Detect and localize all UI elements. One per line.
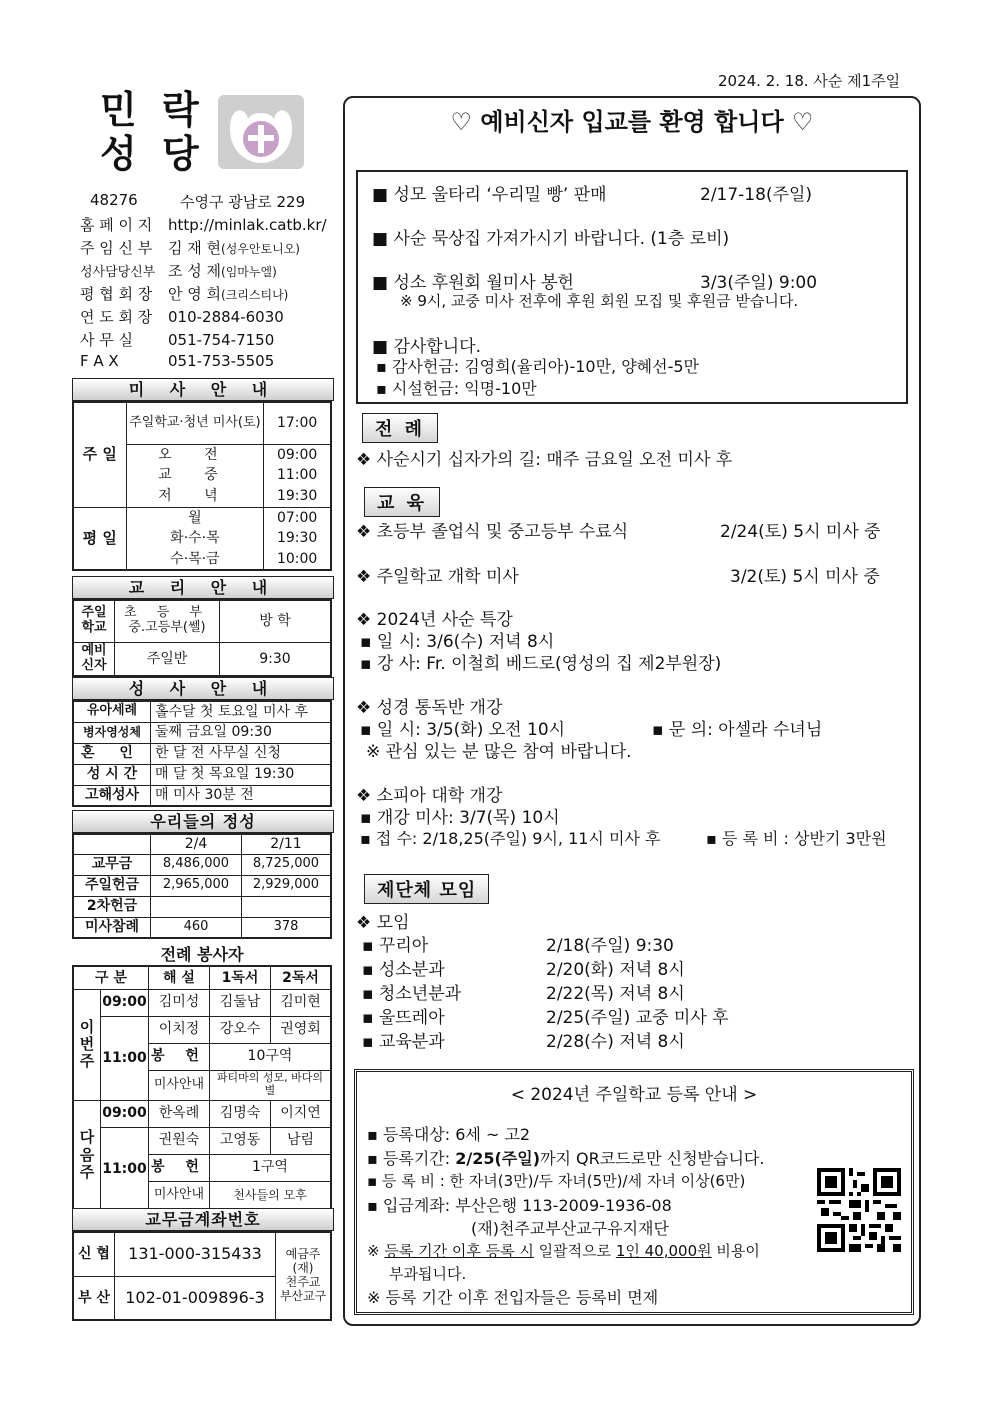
server-name: 권영회 — [270, 1016, 331, 1043]
education-sub: ▪ 일 시: 3/6(수) 저녁 8시 — [360, 632, 555, 652]
homepage-link[interactable]: http://minlak.catb.kr/ — [168, 216, 327, 234]
parish-logo — [218, 95, 304, 169]
info-label: F A X — [80, 352, 119, 370]
servers-time: 09:00 — [101, 989, 149, 1016]
offering-value: 8,725,000 — [242, 854, 332, 875]
sacrament-table — [72, 700, 332, 807]
group-when: 2/20(화) 저녁 8시 — [546, 960, 685, 980]
offertory-label: 봉 헌 — [148, 1043, 209, 1070]
group-when: 2/18(주일) 9:30 — [546, 936, 674, 956]
offering-col: 2/11 — [242, 834, 332, 854]
sacrament-value: 매 미사 30분 전 — [151, 785, 332, 806]
notice-item: ■ 사순 묵상집 가져가시기 바랍니다. (1층 로비) — [372, 229, 730, 249]
sunday-label: 주 일 — [73, 402, 126, 507]
guide-label: 미사안내 — [148, 1070, 209, 1100]
offertory-value: 10구역 — [209, 1043, 331, 1070]
servers-head: 1독서 — [209, 966, 270, 989]
sacrament-label: 병자영성체 — [73, 722, 151, 743]
school-title: < 2024년 주일학교 등록 안내 > — [510, 1085, 758, 1105]
info-value: 010-2884-6030 — [168, 308, 284, 326]
school-text: ▪ 등록기간: — [367, 1149, 456, 1168]
doctrine-time: 방 학 — [220, 600, 332, 642]
sacrament-value: 한 달 전 사무실 신청 — [151, 743, 332, 764]
group-name: ▪ 울뜨레아 — [362, 1008, 445, 1028]
group-name: ▪ 꾸리아 — [362, 936, 429, 956]
info-value: 조 성 제 — [168, 262, 222, 280]
offering-value: 378 — [242, 917, 332, 938]
school-text: ※ — [367, 1242, 385, 1260]
bank-name: 신 협 — [73, 1232, 115, 1276]
info-label: 홈 페 이 지 — [80, 216, 153, 234]
school-line: (재)천주교부산교구유지재단 — [471, 1219, 669, 1238]
mass-name: 오 전 — [126, 444, 264, 465]
sacrament-label: 성 시 간 — [73, 764, 151, 785]
server-name: 권원숙 — [148, 1127, 209, 1154]
education-sub: ▪ 접 수: 2/18,25(주일) 9시, 11시 미사 후 — [360, 829, 661, 848]
doctrine-label: 주일 학교 — [73, 600, 115, 642]
mass-time: 19:30 — [264, 528, 331, 549]
group-when: 2/25(주일) 교중 미사 후 — [546, 1008, 729, 1028]
account-number: 102-01-009896-3 — [115, 1276, 276, 1320]
group-when: 2/28(수) 저녁 8시 — [546, 1032, 685, 1052]
education-item: ❖ 2024년 사순 특강 — [356, 610, 513, 630]
groups-label: 제단체 모임 — [364, 874, 489, 904]
parish-name-line1: 민 락 — [100, 88, 205, 132]
notice-date: 3/3(주일) 9:00 — [700, 273, 818, 293]
server-name: 김둘남 — [209, 989, 270, 1016]
offering-col: 2/4 — [151, 834, 242, 854]
info-label: 성사담당신부 — [80, 265, 156, 280]
education-item: ❖ 초등부 졸업식 및 중고등부 수료식 — [356, 522, 629, 542]
sacrament-value: 홀수달 첫 토요일 미사 후 — [151, 701, 332, 722]
education-date: 2/24(토) 5시 미사 중 — [720, 522, 881, 542]
education-sub: ※ 관심 있는 분 많은 참여 바랍니다. — [366, 742, 632, 762]
parish-name-line2: 성 당 — [100, 132, 205, 176]
sacrament-value: 둘째 금요일 09:30 — [151, 722, 332, 743]
sacrament-label: 혼 인 — [73, 743, 151, 764]
education-sub: ▪ 강 사: Fr. 이철희 베드로(영성의 집 제2부원장) — [360, 654, 722, 674]
offertory-value: 1구역 — [209, 1154, 331, 1181]
info-label: 사 무 실 — [80, 331, 134, 349]
doctrine-title: 교 리 안 내 — [72, 576, 334, 599]
education-item: ❖ 성경 통독반 개강 — [356, 698, 503, 718]
guide-value: 천사들의 모후 — [209, 1181, 331, 1211]
account-table — [72, 1231, 332, 1321]
notice-sub: ▪ 시설헌금: 익명-10만 — [376, 379, 537, 398]
notice-item: ■ 성모 울타리 ‘우리밀 빵’ 판매 — [372, 185, 607, 205]
education-item: ❖ 주일학교 개학 미사 — [356, 567, 519, 587]
info-note: (임마누엘) — [221, 265, 277, 279]
school-line — [367, 1146, 764, 1169]
mass-time: 09:00 — [264, 444, 331, 465]
server-name: 김미현 — [270, 989, 331, 1016]
sunday-school-box — [354, 1069, 914, 1315]
bank-name: 부 산 — [73, 1276, 115, 1320]
notice-item: ■ 성소 후원회 월미사 봉헌 — [372, 273, 574, 293]
school-fee: 1인 40,000원 — [615, 1242, 712, 1260]
school-deadline: 2/25(주일) — [455, 1149, 541, 1168]
weekday-label: 평 일 — [73, 507, 126, 570]
info-label: 연 도 회 장 — [80, 308, 153, 326]
offering-label: 미사참례 — [73, 917, 151, 938]
school-text: 비용이 — [711, 1242, 760, 1260]
school-text: 등록 기간 이후 등록 시 — [384, 1242, 534, 1260]
info-value: 김 재 현 — [168, 239, 222, 257]
servers-head: 구 분 — [73, 966, 148, 989]
account-holder: 예금주 (재) 천주교 부산교구 — [276, 1232, 332, 1320]
info-value: 051-753-5505 — [168, 352, 275, 370]
mass-name: 수·목·금 — [126, 549, 264, 570]
info-value: 안 영 희 — [168, 285, 222, 303]
offering-value: 460 — [151, 917, 242, 938]
doctrine-class: 중.고등부(쎌) — [128, 620, 206, 636]
notice-item: ■ 감사합니다. — [372, 337, 481, 357]
parish-name — [100, 88, 205, 176]
mass-time: 10:00 — [264, 549, 331, 570]
offering-table — [72, 833, 332, 939]
mass-name: 주일학교·청년 미사(토) — [126, 402, 264, 444]
info-note: (성우안토니오) — [221, 242, 300, 256]
server-name: 김명숙 — [209, 1100, 270, 1127]
doctrine-table — [72, 599, 332, 677]
info-label: 평 협 회 장 — [80, 285, 153, 303]
education-item: ❖ 소피아 대학 개강 — [356, 786, 503, 806]
school-text: 일괄적으로 — [533, 1242, 616, 1260]
servers-time: 11:00 — [101, 1127, 149, 1211]
school-text: 까지 QR코드로만 신청받습니다. — [540, 1149, 765, 1168]
school-line: ▪ 등 록 비 : 한 자녀(3만)/두 자녀(5만)/세 자녀 이상(6만) — [367, 1172, 746, 1190]
next-week-label: 다 음 주 — [73, 1100, 101, 1211]
server-name: 고영동 — [209, 1127, 270, 1154]
offering-label: 주일헌금 — [73, 875, 151, 896]
info-label: 주 임 신 부 — [80, 239, 153, 257]
mass-time: 19:30 — [264, 486, 331, 507]
servers-time: 09:00 — [101, 1100, 149, 1127]
servers-head: 2독서 — [270, 966, 331, 989]
guide-value: 파티마의 성모, 바다의 별 — [209, 1070, 331, 1100]
notice-date: 2/17-18(주일) — [700, 185, 813, 205]
liturgy-item: ❖ 사순시기 십자가의 길: 매주 금요일 오전 미사 후 — [356, 450, 733, 470]
offering-value — [242, 896, 332, 917]
group-name: ▪ 청소년분과 — [362, 984, 462, 1004]
this-week-label: 이 번 주 — [73, 989, 101, 1100]
school-line: ※ 등록 기간 이후 전입자들은 등록비 면제 — [367, 1288, 659, 1307]
education-label: 교 육 — [364, 487, 440, 517]
groups-list — [362, 931, 729, 1051]
group-name: ▪ 교육분과 — [362, 1032, 445, 1052]
guide-label: 미사안내 — [148, 1181, 209, 1211]
sacrament-label: 고해성사 — [73, 785, 151, 806]
doctrine-class: 초 등 부 — [124, 605, 210, 621]
mass-name: 교 중 — [126, 465, 264, 486]
mass-guide-title: 미 사 안 내 — [72, 378, 334, 401]
education-sub: ▪ 등 록 비 : 상반기 3만원 — [706, 829, 887, 848]
address: 수영구 광남로 229 — [180, 193, 306, 211]
servers-time: 11:00 — [101, 1016, 149, 1100]
mass-time: 07:00 — [264, 507, 331, 528]
offering-value: 2,929,000 — [242, 875, 332, 896]
doctrine-class: 주일반 — [115, 642, 220, 676]
sacrament-label: 유아세례 — [73, 701, 151, 722]
doctrine-time: 9:30 — [220, 642, 332, 676]
offering-title: 우리들의 정성 — [72, 810, 334, 833]
mass-name: 화·수·목 — [126, 528, 264, 549]
notice-box — [356, 170, 908, 404]
bulletin-date: 2024. 2. 18. 사순 제1주일 — [718, 72, 901, 90]
server-name: 강오수 — [209, 1016, 270, 1043]
offering-label: 교무금 — [73, 854, 151, 875]
education-sub: ▪ 일 시: 3/5(화) 오전 10시 — [360, 720, 566, 740]
education-sub: ▪ 문 의: 아셀라 수녀님 — [652, 720, 823, 740]
offering-value: 2,965,000 — [151, 875, 242, 896]
postal-code: 48276 — [90, 191, 138, 209]
school-line: ▪ 등록대상: 6세 ~ 고2 — [367, 1125, 531, 1144]
group-when: 2/22(목) 저녁 8시 — [546, 984, 685, 1004]
offering-value — [151, 896, 242, 917]
mass-table — [72, 401, 332, 571]
parish-info — [80, 214, 340, 375]
server-name: 한옥례 — [148, 1100, 209, 1127]
offertory-label: 봉 헌 — [148, 1154, 209, 1181]
education-sub: ▪ 개강 미사: 3/7(목) 10시 — [360, 808, 560, 828]
servers-title: 전례 봉사자 — [160, 945, 244, 964]
servers-table — [72, 965, 332, 1212]
server-name: 이지연 — [270, 1100, 331, 1127]
welcome-title: ♡ 예비신자 입교를 환영 합니다 ♡ — [450, 108, 814, 136]
sacrament-title: 성 사 안 내 — [72, 677, 334, 700]
info-value: 051-754-7150 — [168, 331, 275, 349]
school-line — [367, 1240, 760, 1261]
offering-value: 8,486,000 — [151, 854, 242, 875]
account-number: 131-000-315433 — [115, 1232, 276, 1276]
liturgy-label: 전 례 — [362, 413, 438, 443]
mass-time: 11:00 — [264, 465, 331, 486]
school-line: ▪ 입금계좌: 부산은행 113-2009-1936-08 — [367, 1196, 672, 1215]
server-name: 김미성 — [148, 989, 209, 1016]
offering-label: 2차헌금 — [73, 896, 151, 917]
server-name: 남림 — [270, 1127, 331, 1154]
account-title: 교무금계좌번호 — [72, 1208, 334, 1231]
school-line: 부과됩니다. — [389, 1265, 467, 1283]
notice-sub: ▪ 감사헌금: 김영희(율리아)-10만, 양혜선-5만 — [376, 357, 699, 376]
servers-head: 해 설 — [148, 966, 209, 989]
group-name: ▪ 성소분과 — [362, 960, 445, 980]
info-note: (크리스티나) — [221, 288, 289, 302]
sacrament-value: 매 달 첫 목요일 19:30 — [151, 764, 332, 785]
mass-time: 17:00 — [264, 402, 331, 444]
server-name: 이치정 — [148, 1016, 209, 1043]
notice-sub: ※ 9시, 교중 미사 전후에 후원 회원 모집 및 후원금 받습니다. — [400, 292, 799, 310]
doctrine-label: 예비 신자 — [73, 642, 115, 676]
education-date: 3/2(토) 5시 미사 중 — [730, 567, 880, 587]
mass-name: 저 녁 — [126, 486, 264, 507]
mass-name: 월 — [126, 507, 264, 528]
qr-code-icon[interactable] — [817, 1168, 901, 1252]
groups-head: ❖ 모임 — [356, 913, 410, 933]
